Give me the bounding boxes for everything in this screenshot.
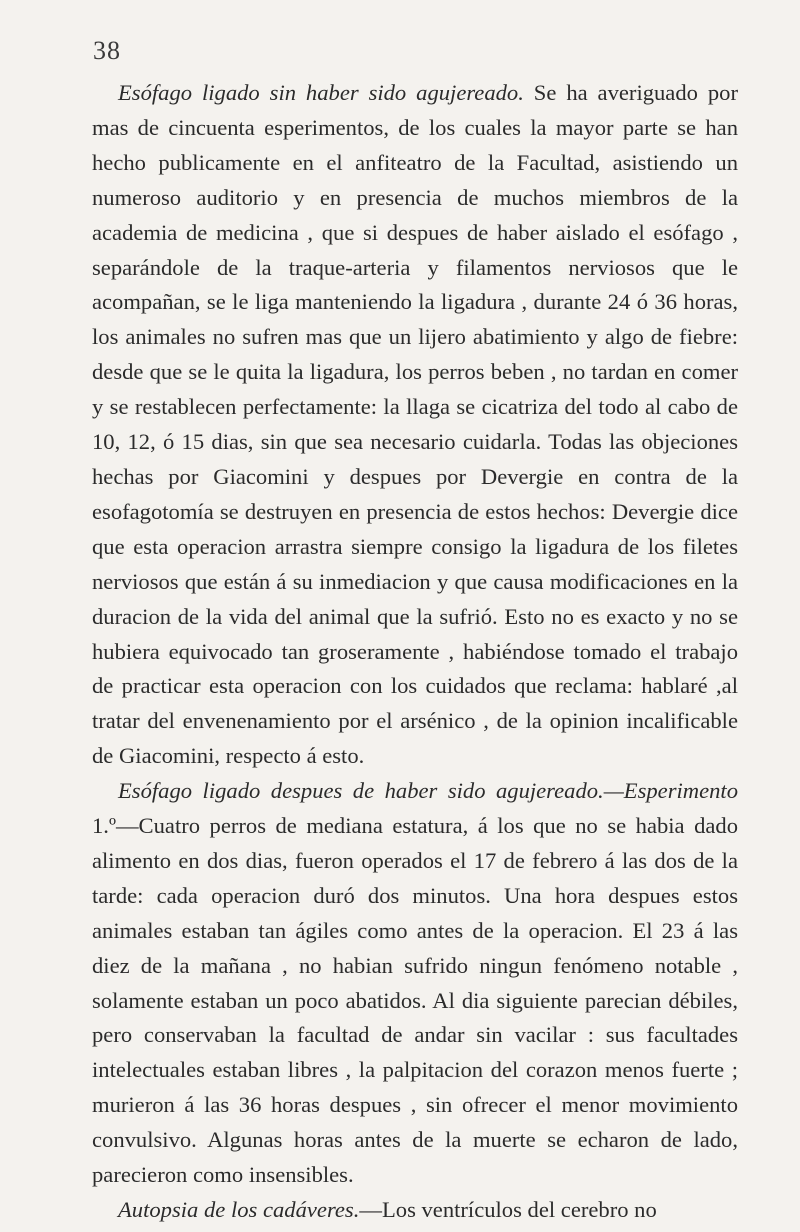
paragraph-heading: Autopsia de los cadáveres. [118,1197,360,1222]
paragraph-autopsia [92,1193,738,1228]
paragraph-experimento-1 [92,774,738,1193]
paragraph-body: Se ha averiguado por mas de cincuenta esperimentos, de los cuales la mayor parte se han hecho publicamente en el anfiteatro de la Facultad, asistiendo un numeroso auditorio y en presencia de muchos miembros de la academia de medicina , que si despues de haber aislado el esófago , separándole de la traque-arteria y filamentos nerviosos que le acompañan, se le liga manteniendo la ligadura , durante 24 ó 36 horas, los animales no sufren mas que un lijero abatimiento y algo de fiebre: desde que se le quita la ligadura, los perros beben , no tardan en comer y se restablecen perfectamente: la llaga se cicatriza del todo al cabo de 10, 12, ó 15 dias, sin que sea necesario cuidarla. Todas las objeciones hechas por Giacomini y despues por Devergie en contra de la esofagotomía se destruyen en presencia de estos hechos: Devergie dice que esta operacion arrastra siempre consigo la ligadura de los filetes nerviosos que están á su inmediacion y que causa modificaciones en la duracion de la vida del animal que la sufrió. Esto no es exacto y no se hubiera equivocado tan groseramente , habiéndose tomado el trabajo de practicar esta operacion con los cuidados que reclama: hablaré ,al tratar del envenenamiento por el arsénico , de la opinion incalificable de Giacomini, respecto á esto. [92,80,738,769]
paragraph-body: 1.º—Cuatro perros de mediana estatura, á los que no se habia dado alimento en dos dias, fueron operados el 17 de febrero á las dos de la tarde: cada operacion duró dos minutos. Una hora despues estos animales estaban tan ágiles como antes de la operacion. El 23 á las diez de la mañana , no habian sufrido ningun fenómeno notable , solamente estaban un poco abatidos. Al dia siguiente parecian débiles, pero conservaban la facultad de andar sin vacilar : sus facultades intelectuales estaban libres , la palpitacion del corazon menos fuerte ; murieron á las 36 horas despues , sin ofrecer el menor movimiento convulsivo. Algunas horas antes de la muerte se echaron de lado, parecieron como insensibles. [92,813,738,1188]
paragraph-body: —Los ventrículos del cerebro no [359,1197,657,1222]
paragraph-heading: Esófago ligado sin haber sido agujereado. [118,80,524,105]
paragraph-heading: Esófago ligado despues de haber sido agujereado.—Esperimento [118,778,738,804]
paragraph-ligado-sin-agujerear [92,76,738,774]
page-number: 38 [93,36,121,65]
body-text [92,76,738,1228]
